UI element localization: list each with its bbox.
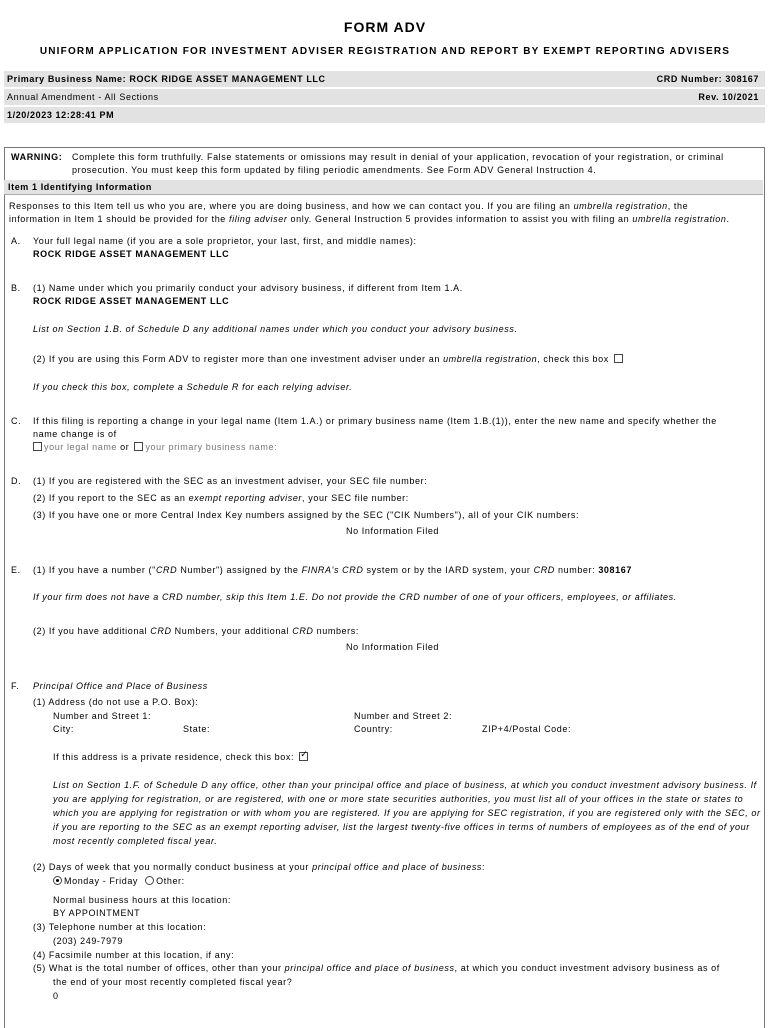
- header-row-business: [4, 71, 765, 87]
- additional-crd-question: (2) If you have additional CRD Numbers, your additional CRD numbers:: [33, 626, 359, 636]
- warning-line-2: prosecution. You must keep this form updated by filing periodic amendments. See Form ADV General Instruction 4.: [72, 165, 597, 175]
- private-residence-checkbox[interactable]: [299, 752, 308, 761]
- form-subtitle: UNIFORM APPLICATION FOR INVESTMENT ADVISER REGISTRATION AND REPORT BY EXEMPT REPORTING ADVISERS: [39, 46, 731, 57]
- primary-business-name: Primary Business Name: ROCK RIDGE ASSET MANAGEMENT LLC: [7, 74, 326, 84]
- name-change-line-1: If this filing is reporting a change in your legal name (Item 1.A.) or primary business name (Item 1.B.(1)), enter the new name and specify whether the: [33, 416, 717, 426]
- offices-count-question: (5) What is the total number of offices, other than your principal office and place of business, at which you conduct investment advisory business as of: [33, 963, 720, 973]
- section-e-letter: E.: [11, 565, 21, 575]
- business-hours-value: BY APPOINTMENT: [53, 908, 141, 918]
- filing-timestamp: 1/20/2023 12:28:41 PM: [7, 110, 115, 120]
- business-name-question: (1) Name under which you primarily conduct your advisory business, if different from Item 1.A.: [33, 283, 463, 293]
- section-b-letter: B.: [11, 283, 21, 293]
- business-name-answer: ROCK RIDGE ASSET MANAGEMENT LLC: [33, 296, 230, 306]
- city-label: City:: [53, 724, 74, 734]
- cik-numbers-answer: No Information Filed: [346, 526, 440, 536]
- section-d-letter: D.: [11, 476, 22, 486]
- private-residence-question: If this address is a private residence, check this box: ✓: [53, 752, 310, 762]
- monday-friday-radio[interactable]: [53, 876, 62, 885]
- facsimile-label: (4) Facsimile number at this location, if any:: [33, 950, 235, 960]
- business-name-change-label: your primary business name:: [145, 442, 278, 452]
- offices-note-line-3: which you are applying for registration or with whom you are registered. If you are applying for SEC registration, if you are registered only with the SEC, or: [53, 808, 761, 818]
- street-2-label: Number and Street 2:: [354, 711, 453, 721]
- section-a-letter: A.: [11, 236, 21, 246]
- crd-skip-note: If your firm does not have a CRD number, skip this Item 1.E. Do not provide the CRD number of one of your officers, employees, or affiliates.: [33, 592, 677, 602]
- legal-name-change-checkbox[interactable]: [33, 442, 42, 451]
- item1-intro-line-2: information in Item 1 should be provided for the filing adviser only. General Instruction 5 provides information to assist you with filing an umbrella registration.: [9, 214, 730, 224]
- legal-name-answer: ROCK RIDGE ASSET MANAGEMENT LLC: [33, 249, 230, 259]
- name-change-options: your legal name or your primary business name:: [31, 442, 277, 452]
- umbrella-registration-question: (2) If you are using this Form ADV to register more than one investment adviser under an umbrella registration, check this box: [33, 354, 625, 364]
- country-label: Country:: [354, 724, 393, 734]
- telephone-value: (203) 249-7979: [53, 936, 123, 946]
- schedule-r-note: If you check this box, complete a Schedule R for each relying adviser.: [33, 382, 353, 392]
- cik-numbers-question: (3) If you have one or more Central Index Key numbers assigned by the SEC ("CIK Numbers"), all of your CIK numbers:: [33, 510, 580, 520]
- business-hours-label: Normal business hours at this location:: [53, 895, 231, 905]
- monday-friday-label: Monday - Friday: [64, 876, 139, 886]
- warning-box: [4, 147, 763, 181]
- additional-names-note: List on Section 1.B. of Schedule D any additional names under which you conduct your advisory business.: [33, 324, 518, 334]
- other-days-radio[interactable]: [145, 876, 154, 885]
- form-revision: Rev. 10/2021: [698, 92, 759, 102]
- item1-header: [4, 180, 763, 195]
- form-title: FORM ADV: [343, 19, 427, 35]
- street-1-label: Number and Street 1:: [53, 711, 152, 721]
- offices-count-value: 0: [53, 991, 59, 1001]
- business-name-change-checkbox[interactable]: [134, 442, 143, 451]
- header-row-timestamp: [4, 107, 765, 123]
- state-label: State:: [183, 724, 211, 734]
- section-f-letter: F.: [11, 681, 20, 691]
- offices-note-line-2: you are applying for registration, or are registered, with one or more state securities authorities, you must list all of your offices in the state or states to: [53, 794, 744, 804]
- additional-crd-answer: No Information Filed: [346, 642, 440, 652]
- legal-name-change-label: your legal name: [44, 442, 118, 452]
- header-row-amendment: [4, 89, 765, 105]
- offices-note-line-4: if you are reporting to the SEC as an exempt reporting adviser, list the largest twenty-five offices in terms of numbers of employees as of the end of your: [53, 822, 750, 832]
- telephone-label: (3) Telephone number at this location:: [33, 922, 207, 932]
- other-days-label: Other:: [156, 876, 185, 886]
- business-days-options: [51, 876, 185, 886]
- exempt-reporting-question: (2) If you report to the SEC as an exempt reporting adviser, your SEC file number:: [33, 493, 409, 503]
- umbrella-registration-checkbox[interactable]: [614, 354, 623, 363]
- sec-file-number-question: (1) If you are registered with the SEC as an investment adviser, your SEC file number:: [33, 476, 428, 486]
- warning-label: WARNING:: [11, 152, 63, 162]
- principal-office-heading: Principal Office and Place of Business: [33, 681, 208, 691]
- amendment-type: Annual Amendment - All Sections: [7, 92, 159, 102]
- name-change-line-2: name change is of: [33, 429, 117, 439]
- offices-note-line-1: List on Section 1.F. of Schedule D any office, other than your principal office and place of business, at which you conduct investment advisory business. If: [53, 780, 757, 790]
- item1-intro-line-1: Responses to this Item tell us who you are, where you are doing business, and how we can contact you. If you are filing an umbrella registration, the: [9, 201, 689, 211]
- crd-number: CRD Number: 308167: [656, 74, 759, 84]
- offices-count-question-line-2: the end of your most recently completed fiscal year?: [53, 977, 293, 987]
- address-label: (1) Address (do not use a P.O. Box):: [33, 697, 199, 707]
- legal-name-question: Your full legal name (if you are a sole proprietor, your last, first, and middle names):: [33, 236, 417, 246]
- crd-number-answer: 308167: [598, 565, 632, 575]
- crd-number-question: (1) If you have a number ("CRD Number") assigned by the FINRA's CRD system or by the IARD system, your CRD number: 308167: [33, 565, 632, 575]
- warning-line-1: Complete this form truthfully. False statements or omissions may result in denial of your application, revocation of your registration, or criminal: [72, 152, 724, 162]
- item1-title: Item 1 Identifying Information: [8, 182, 153, 192]
- zip-label: ZIP+4/Postal Code:: [482, 724, 572, 734]
- section-c-letter: C.: [11, 416, 22, 426]
- offices-note-line-5: most recently completed fiscal year.: [53, 836, 218, 846]
- business-days-question: (2) Days of week that you normally conduct business at your principal office and place of business:: [33, 862, 486, 872]
